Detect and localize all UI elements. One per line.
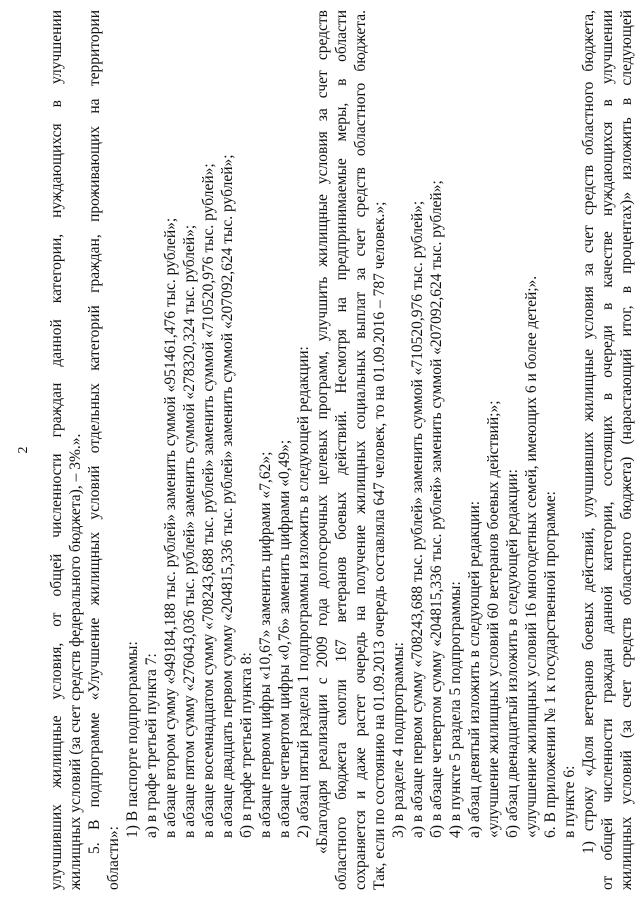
- text-line: в абзаце двадцать первом сумму «204815,336 тыс. рублей» заменить суммой «207092,624 тыс. рублей»;: [219, 154, 236, 838]
- text-line: Так, если по состоянию на 01.09.2013 очередь составляла 647 человек, то на 01.09.2016 – 787 человек.»;: [371, 201, 388, 890]
- text-line: в абзаце пятом сумму «276043,036 тыс. рублей» заменить суммой «278320,324 тыс. рублей»;: [181, 224, 198, 838]
- text-line: в абзаце втором сумму «949184,188 тыс. рублей» заменить суммой «951461,476 тыс. рублей»;: [162, 217, 179, 838]
- text-line: а) абзац девятый изложить в следующей редакции:: [466, 500, 483, 838]
- text-line: жилищных условий (за счет средств областного бюджета) (нарастающий итог, в процентах)» изложить в следующей: [618, 10, 635, 890]
- text-line: б) в графе третьей пункта 8:: [238, 652, 255, 838]
- text-line: 1) В паспорте подпрограммы:: [124, 641, 141, 838]
- text-line: 4) в пункте 5 раздела 5 подпрограммы:: [447, 581, 464, 838]
- text-line: а) в абзаце первом сумму «708243,688 тыс. рублей» заменить суммой «710520,976 тыс. рублей»;: [409, 200, 426, 838]
- text-line: области»:: [105, 826, 122, 890]
- text-line: 1) строку «Доля ветеранов боевых действий, улучшивших жилищные условия за счет средств областного бюджета,: [580, 10, 597, 854]
- text-line: б) абзац двенадцатый изложить в следующей редакции:: [504, 469, 521, 838]
- text-line: в абзаце первом цифры «10,67» заменить цифрами «7,62»;: [257, 451, 274, 838]
- text-line: 6. В приложении № 1 к государственной программе:: [542, 491, 559, 838]
- rotated-text-block: [16, 10, 635, 890]
- text-line: от общей численности граждан данной категории, состоящих в очереди в качестве нуждающихся в улучшении: [599, 10, 616, 890]
- page-number: 2: [16, 446, 31, 454]
- text-line: «улучшение жилищных условий 60 ветеранов боевых действий;»;: [485, 400, 502, 838]
- text-line: жилищных условий (за счет средств федерального бюджета), – 3%.».: [67, 433, 84, 890]
- text-line: сохраняется и даже растет очередь на получение жилищных социальных выплат за счет средств областного бюджета.: [352, 10, 369, 890]
- text-line: в пункте 6:: [561, 765, 578, 838]
- text-line: «улучшение жилищных условий 16 многодетных семей, имеющих 6 и более детей;».: [523, 275, 540, 838]
- text-line: 2) абзац пятый раздела 1 подпрограммы изложить в следующей редакции:: [295, 346, 312, 838]
- text-line: б) в абзаце четвертом сумму «204815,336 тыс. рублей» заменить суммой «207092,624 тыс. рублей»;: [428, 180, 445, 838]
- text-line: а) в графе третьей пункта 7:: [143, 653, 160, 838]
- text-line: областного бюджета смогли 167 ветеранов боевых действий. Несмотря на предпринимаемые меры, в области: [333, 10, 350, 890]
- text-line: улучшивших жилищные условия, от общей численности граждан данной категории, нуждающихся в улучшении: [48, 10, 65, 890]
- text-line: 5. В подпрограмме «Улучшение жилищных условий отдельных категорий граждан, проживающих на территории: [86, 10, 103, 854]
- text-line: 3) в разделе 4 подпрограммы:: [390, 642, 407, 838]
- text-line: в абзаце восемнадцатом сумму «708243,688 тыс. рублей» заменить суммой «710520,976 тыс. рублей»;: [200, 163, 217, 838]
- text-line: в абзаце четвертом цифры «0,76» заменить цифрами «0,49»;: [276, 439, 293, 838]
- text-line: «Благодаря реализации с 2009 года долгосрочных целевых программ, улучшить жилищные условия за счет средств: [314, 10, 331, 854]
